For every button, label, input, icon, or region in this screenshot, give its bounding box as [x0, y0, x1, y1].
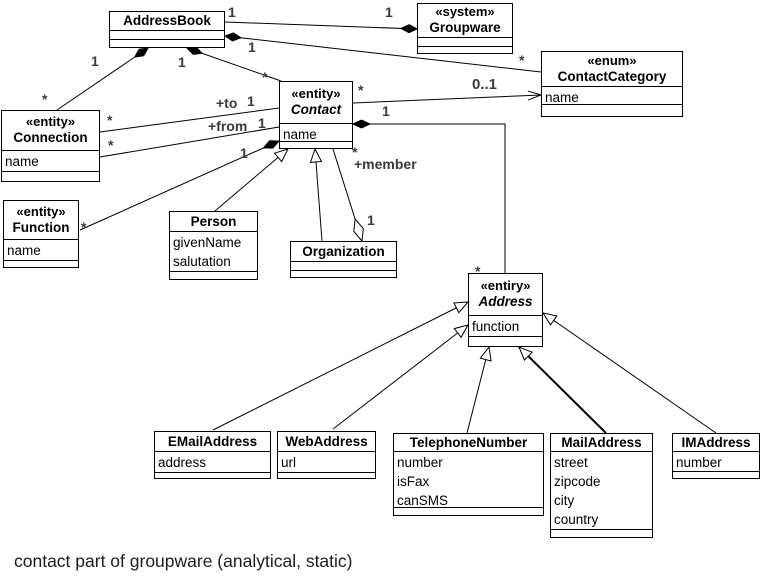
attributes-compartment [110, 30, 224, 39]
attribute: name [5, 154, 39, 169]
class-person [169, 211, 258, 280]
class-title [280, 82, 352, 123]
composition-diamond-icon [264, 141, 280, 148]
multiplicity-label: 1 [258, 115, 266, 131]
multiplicity-label: 1 [382, 103, 390, 119]
class-contact [279, 81, 353, 149]
operations-compartment [280, 141, 352, 148]
attributes-compartment [291, 261, 396, 270]
operations-compartment [170, 271, 257, 279]
association-line [353, 95, 541, 103]
operations-compartment [551, 529, 652, 537]
class-name: Connection [13, 130, 88, 146]
operations-compartment [394, 507, 543, 515]
class-function [3, 200, 79, 268]
attribute: zipcode [554, 474, 601, 489]
class-organization [290, 241, 397, 278]
class-name: Address [478, 294, 533, 310]
composition-diamond-icon [135, 48, 148, 57]
association-line [100, 108, 279, 132]
generalization-arrow-icon [543, 313, 557, 325]
class-title [110, 12, 224, 30]
class-title [394, 434, 543, 451]
operations-compartment [278, 472, 375, 478]
attribute: function [472, 319, 520, 334]
diagram-caption: contact part of groupware (analytical, static) [14, 551, 353, 571]
attributes-compartment [418, 37, 512, 46]
multiplicity-label: * [107, 112, 113, 128]
class-title [551, 434, 652, 451]
association-line [543, 313, 716, 433]
attributes-compartment [4, 239, 78, 260]
attribute: url [281, 455, 297, 470]
multiplicity-label: * [519, 52, 525, 68]
attributes-compartment [673, 451, 759, 471]
generalization-arrow-icon [480, 347, 491, 361]
association-line [225, 22, 417, 29]
multiplicity-label: 1 [367, 212, 375, 228]
composition-diamond-icon [353, 120, 370, 128]
generalization-arrow-icon [311, 149, 322, 162]
class-name: Organization [302, 243, 385, 259]
attributes-compartment [2, 150, 99, 171]
operations-compartment [418, 46, 512, 53]
aggregation-diamond-icon [354, 219, 364, 241]
class-address [468, 273, 543, 347]
operations-compartment [542, 104, 682, 116]
role-label: +to [216, 95, 238, 111]
attribute: name [545, 90, 579, 104]
class-name: EMailAddress [167, 433, 258, 449]
class-title [2, 111, 99, 150]
attributes-compartment [394, 451, 543, 507]
class-webaddress [277, 431, 376, 479]
operations-compartment [2, 171, 99, 181]
attributes-compartment [278, 451, 375, 472]
class-telephonenumber [393, 433, 544, 516]
class-title [278, 432, 375, 451]
operations-compartment [110, 39, 224, 47]
association-line [333, 325, 468, 429]
multiplicity-label: * [81, 219, 87, 235]
class-title [291, 242, 396, 261]
generalization-arrow-icon [454, 325, 468, 337]
class-contactcategory [541, 51, 683, 117]
attribute: number [397, 455, 443, 470]
attribute: name [7, 243, 41, 258]
multiplicity-label: 1 [247, 93, 255, 109]
attribute: street [554, 455, 588, 470]
class-groupware [417, 3, 513, 54]
composition-diamond-icon [187, 47, 202, 55]
class-name: Groupware [429, 20, 501, 36]
composition-diamond-icon [225, 33, 241, 41]
attributes-compartment [542, 86, 682, 104]
attribute: city [554, 493, 575, 508]
composition-diamond-icon [401, 25, 417, 33]
class-name: MailAddress [561, 434, 642, 450]
attributes-compartment [469, 315, 542, 336]
association-line [213, 302, 468, 430]
class-title [673, 434, 759, 451]
generalization-arrow-icon [275, 149, 289, 162]
class-name: Function [12, 219, 70, 235]
class-title [418, 4, 512, 37]
attributes-compartment [170, 231, 257, 271]
attributes-compartment [155, 451, 270, 472]
class-stereotype: «system» [435, 4, 495, 20]
class-stereotype: «entiry» [480, 278, 531, 294]
class-stereotype: «enum» [587, 52, 637, 68]
multiplicity-label: * [42, 91, 48, 107]
association-line [215, 149, 288, 211]
attributes-compartment [280, 123, 352, 141]
operations-compartment [4, 260, 78, 267]
class-name: ContactCategory [557, 68, 667, 84]
association-line [519, 347, 606, 433]
attribute: address [158, 455, 207, 470]
class-emailaddress [154, 431, 271, 479]
attribute: number [676, 455, 722, 470]
role-label: +from [208, 118, 248, 134]
multiplicity-label: 1 [240, 145, 248, 161]
generalization-arrow-icon [454, 302, 468, 313]
multiplicity-label: 1 [385, 4, 393, 20]
multiplicity-label: * [352, 144, 358, 160]
class-title [469, 274, 542, 315]
operations-compartment [673, 471, 759, 478]
class-connection [1, 110, 100, 182]
attribute: name [283, 127, 317, 141]
class-stereotype: «entity» [16, 203, 66, 219]
attribute: salutation [173, 254, 231, 269]
class-name: AddressBook [123, 13, 211, 29]
class-name: TelephoneNumber [409, 434, 528, 450]
operations-compartment [291, 270, 396, 277]
class-addressbook [109, 11, 225, 48]
association-line [315, 149, 322, 241]
class-name: Person [190, 213, 237, 229]
class-title [155, 432, 270, 451]
multiplicity-label: 0..1 [472, 76, 498, 93]
class-imaddress [672, 433, 760, 479]
operations-compartment [155, 472, 270, 478]
attribute: isFax [397, 474, 430, 489]
class-title [170, 212, 257, 231]
class-stereotype: «entity» [291, 86, 341, 102]
attributes-compartment [551, 451, 652, 529]
class-title [542, 52, 682, 86]
class-stereotype: «entity» [25, 114, 76, 130]
class-name: Contact [290, 102, 342, 118]
multiplicity-label: * [358, 82, 364, 98]
class-title [4, 201, 78, 239]
multiplicity-label: 1 [248, 39, 256, 55]
multiplicity-label: 1 [178, 54, 186, 70]
multiplicity-label: * [108, 137, 114, 153]
attribute: country [554, 512, 599, 527]
attribute: givenName [173, 235, 242, 250]
multiplicity-label: 1 [228, 4, 236, 20]
role-label: +member [354, 156, 417, 172]
multiplicity-label: * [262, 69, 268, 85]
multiplicity-label: 1 [91, 53, 99, 69]
class-name: IMAddress [681, 434, 751, 450]
multiplicity-label: * [475, 263, 481, 279]
operations-compartment [469, 336, 542, 346]
attribute: canSMS [397, 493, 449, 507]
class-mailaddress [550, 433, 653, 538]
class-name: WebAddress [285, 433, 368, 449]
